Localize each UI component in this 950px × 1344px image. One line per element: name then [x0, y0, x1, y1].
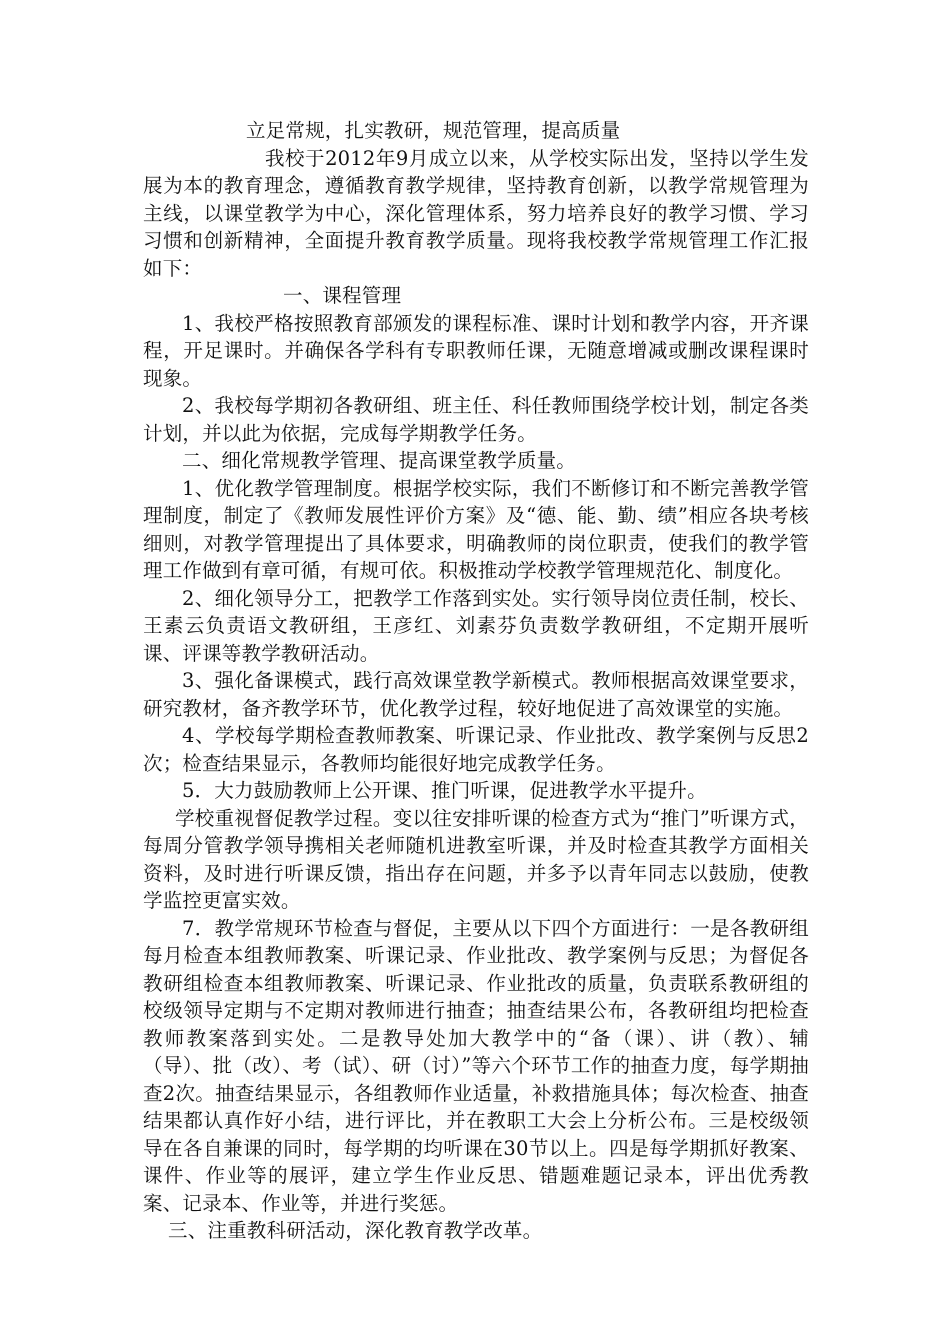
document-page	[143, 117, 809, 1245]
teaching-paragraph-7: 7．教学常规环节检查与督促，主要从以下四个方面进行：一是各教研组每月检查本组教师教案、听课记录、作业批改、教学案例与反思；为督促各教研组检查本组教师教案、听课记录、作业批改的质量，负责联系教研组的校级领导定期与不定期对教师进行抽查；抽查结果公布，各教研组均把检查教师教案落到实处。二是教导处加大教学中的“备（课）、讲（教）、辅（导）、批（改）、考（试）、研（讨）”等六个环节工作的抽查力度，每学期抽查2次。抽查结果显示，各组教师作业适量，补救措施具体；每次检查、抽查结果都认真作好小结，进行评比，并在教职工大会上分析公布。三是校级领导在各自兼课的同时，每学期的均听课在30节以上。四是每学期抓好教案、课件、作业等的展评，建立学生作业反思、错题难题记录本，评出优秀教案、记录本、作业等，并进行奖惩。	[143, 916, 809, 1215]
teaching-paragraph-5: 5．大力鼓励教师上公开课、推门听课，促进教学水平提升。	[182, 779, 707, 802]
teaching-paragraph-3: 3、强化备课模式，践行高效课堂教学新模式。教师根据高效课堂要求，研究教材，备齐教学环节，优化教学过程，较好地促进了高效课堂的实施。	[143, 669, 809, 720]
course-paragraph-2: 2、我校每学期初各教研组、班主任、科任教师围绕学校计划，制定各类计划，并以此为依据，完成每学期教学任务。	[143, 394, 809, 445]
course-paragraph-1: 1、我校严格按照教育部颁发的课程标准、课时计划和教学内容，开齐课程，开足课时。并确保各学科有专职教师任课，无随意增减或删改课程课时现象。	[143, 311, 809, 390]
document-title: 立足常规，扎实教研，规范管理，提高质量	[246, 119, 621, 142]
section-heading-course-management: 一、课程管理	[283, 284, 402, 307]
intro-paragraph: 我校于2012年9月成立以来，从学校实际出发，坚持以学生发展为本的教育理念，遵循教育教学规律，坚持教育创新，以教学常规管理为主线，以课堂教学为中心，深化管理体系，努力培养良好的教学习惯、学习习惯和创新精神，全面提升教育教学质量。现将我校教学常规管理工作汇报如下：	[143, 146, 809, 280]
section-heading-research: 三、注重教科研活动，深化教育教学改革。	[168, 1219, 543, 1242]
teaching-paragraph-2: 2、细化领导分工，把教学工作落到实处。实行领导岗位责任制，校长、王素云负责语文教研组，王彦红、刘素芬负责数学教研组，不定期开展听课、评课等教学教研活动。	[143, 586, 809, 665]
teaching-paragraph-4: 4、学校每学期检查教师教案、听课记录、作业批改、教学案例与反思2次；检查结果显示，各教师均能很好地完成教学任务。	[143, 724, 809, 775]
teaching-paragraph-5-detail: 学校重视督促教学过程。变以往安排听课的检查方式为“推门”听课方式，每周分管教学领导携相关老师随机进教室听课，并及时检查其教学方面相关资料，及时进行听课反馈，指出存在问题，并多予以青年同志以鼓励，使教学监控更富实效。	[143, 806, 809, 912]
teaching-paragraph-1: 1、优化教学管理制度。根据学校实际，我们不断修订和不断完善教学管理制度，制定了《教师发展性评价方案》及“德、能、勤、绩”相应各块考核细则，对教学管理提出了具体要求，明确教师的岗位职责，使我们的教学管理工作做到有章可循，有规可依。积极推动学校教学管理规范化、制度化。	[143, 476, 809, 582]
section-heading-teaching-management: 二、细化常规教学管理、提高课堂教学质量。	[182, 449, 577, 472]
